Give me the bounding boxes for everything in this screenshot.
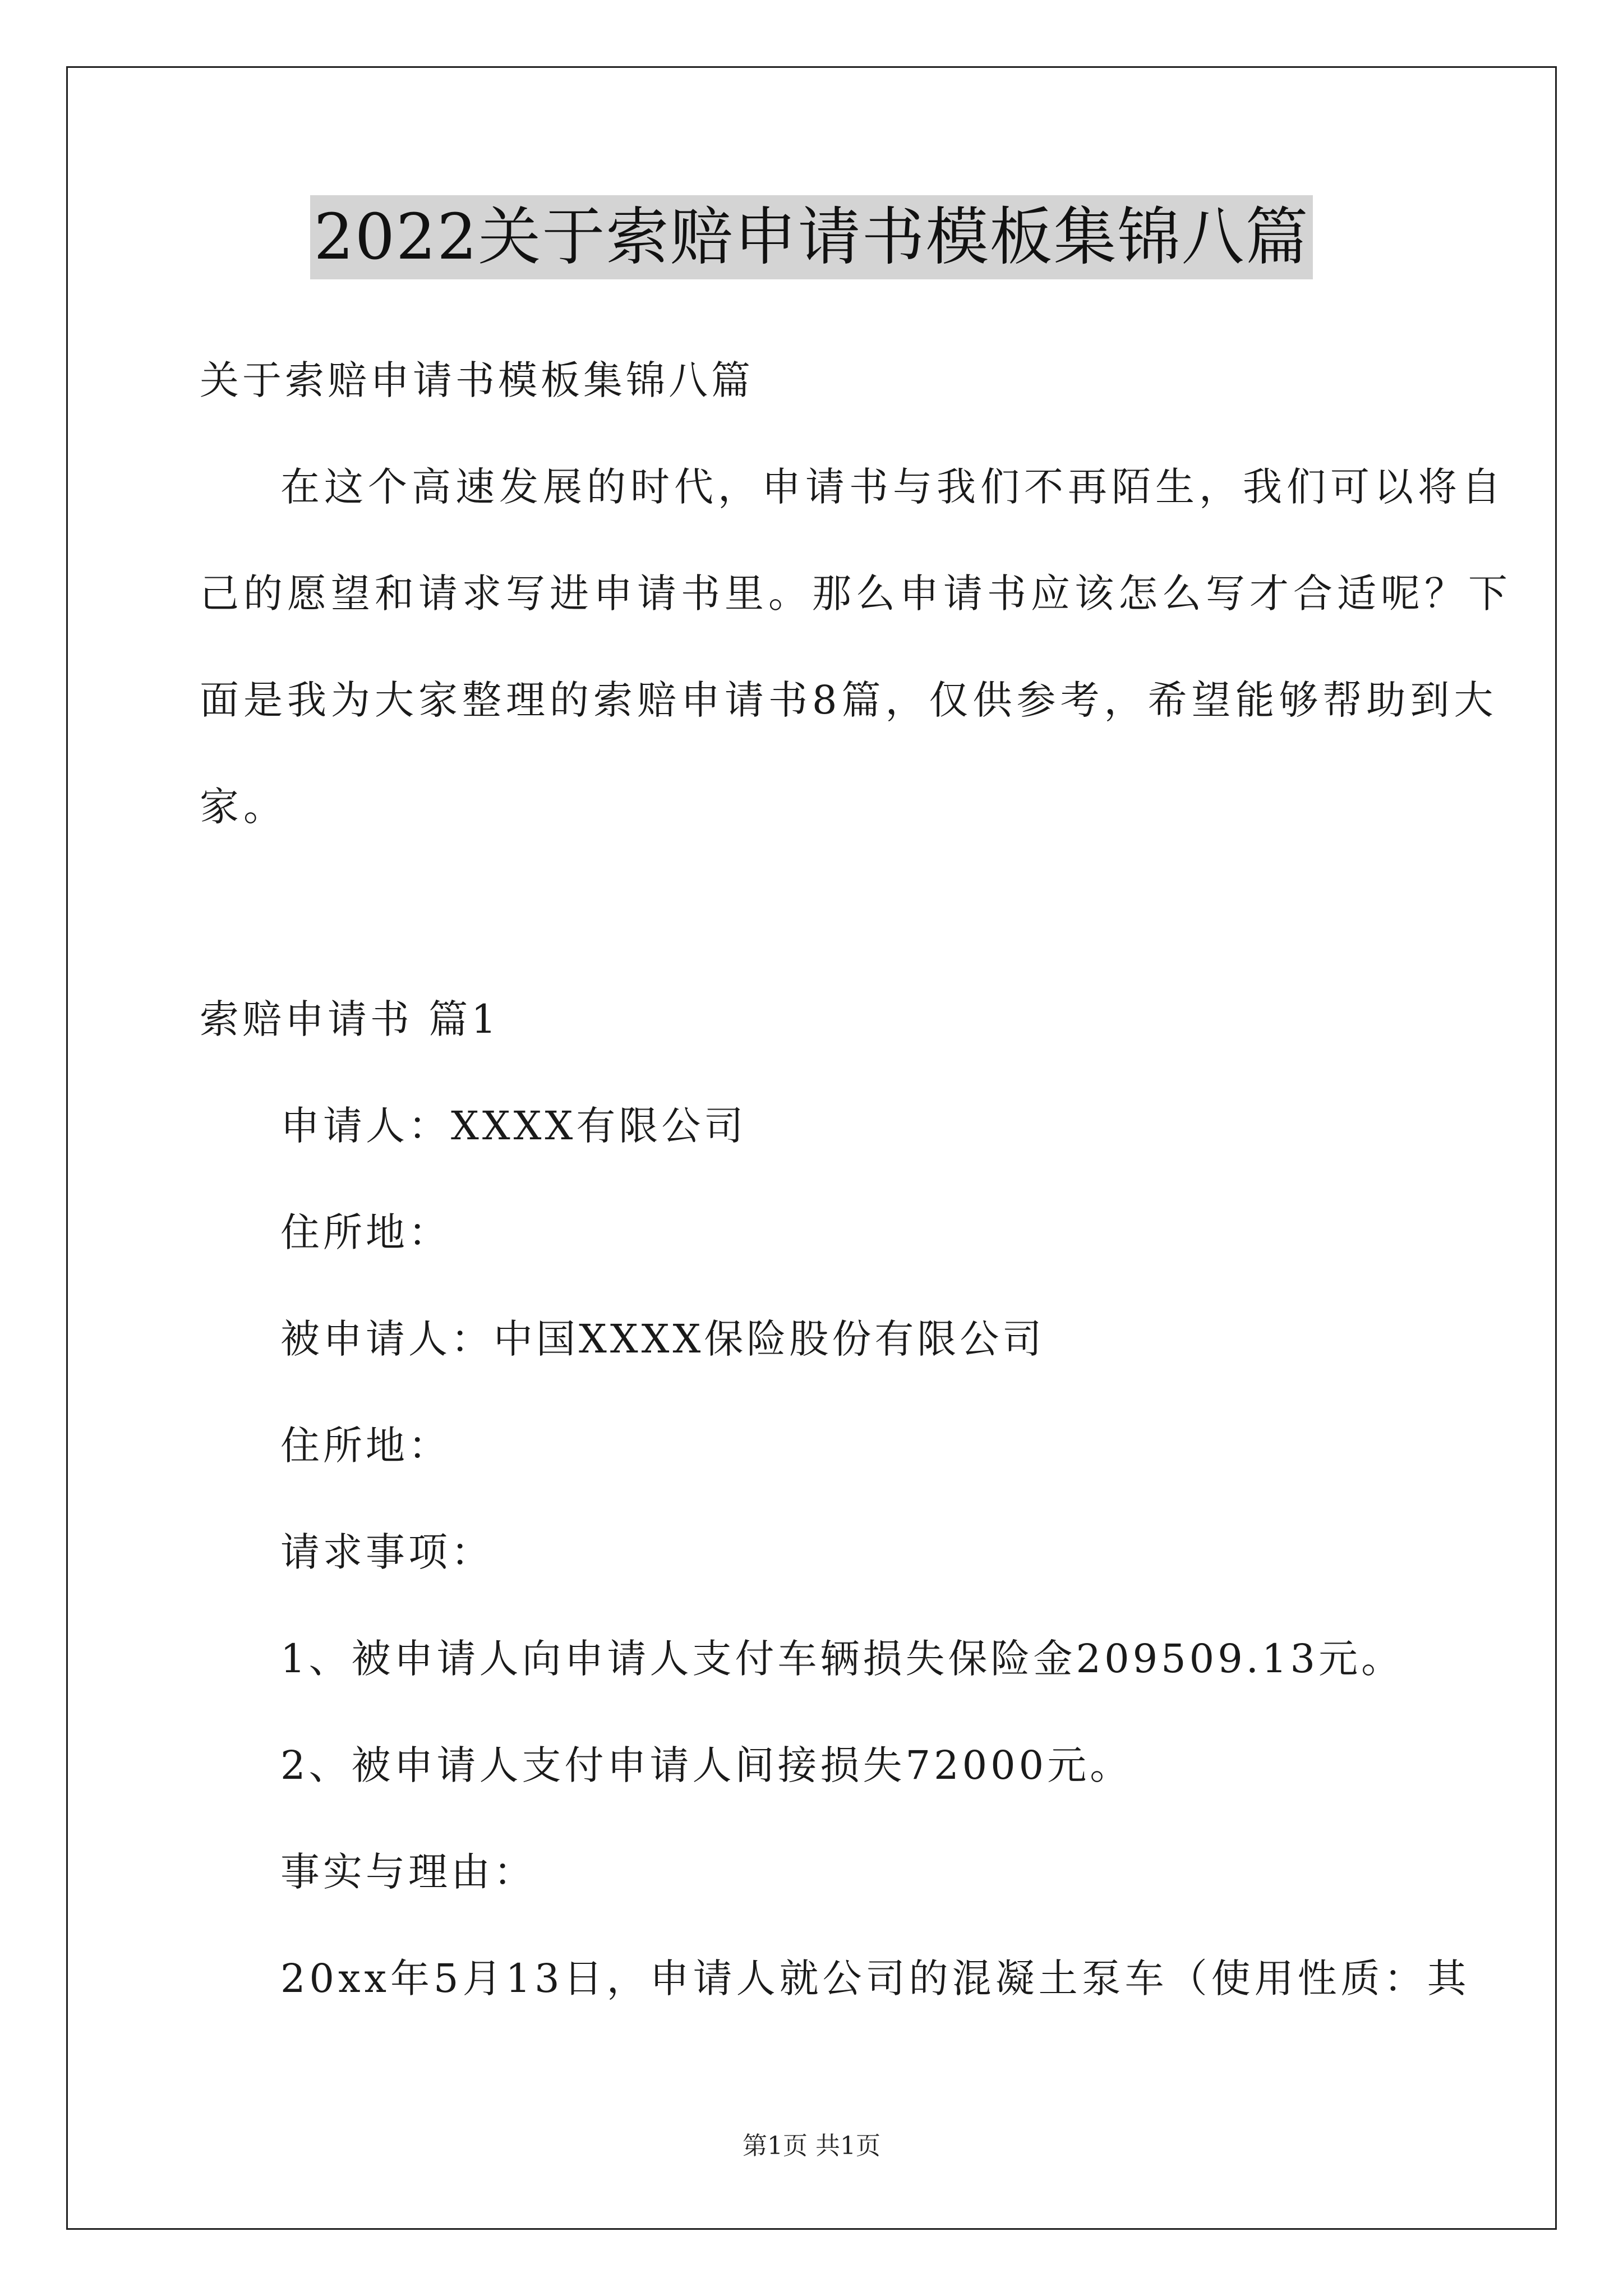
intro-line-1: 在这个高速发展的时代，申请书与我们不再陌生，我们可以将自 [280,464,1505,510]
claim-item-1: 1、被申请人向申请人支付车辆损失保险金209509.13元。 [280,1636,1404,1682]
applicant-address-line: 住所地： [280,1209,451,1255]
intro-line-3: 面是我为大家整理的索赔申请书8篇，仅供参考，希望能够帮助到大 [200,677,1498,723]
document-subtitle: 关于索赔申请书模板集锦八篇 [200,357,754,403]
applicant-line: 申请人：XXXX有限公司 [280,1103,747,1149]
facts-line-1: 20xx年5月13日，申请人就公司的混凝土泵车（使用性质：其 [280,1955,1470,2001]
intro-line-4: 家。 [200,784,287,830]
claim-item-2: 2、被申请人支付申请人间接损失72000元。 [280,1742,1133,1788]
respondent-line: 被申请人：中国XXXX保险股份有限公司 [280,1316,1045,1362]
facts-heading: 事实与理由： [280,1849,536,1895]
intro-line-2: 己的愿望和请求写进申请书里。那么申请书应该怎么写才合适呢？下 [200,570,1512,616]
respondent-address-line: 住所地： [280,1423,451,1469]
claims-heading: 请求事项： [280,1529,494,1575]
page-footer: 第1页 共1页 [743,2132,880,2160]
title-container [0,195,1623,279]
section-heading: 索赔申请书 篇1 [200,996,500,1042]
document-title: 2022关于索赔申请书模板集锦八篇 [310,195,1312,279]
